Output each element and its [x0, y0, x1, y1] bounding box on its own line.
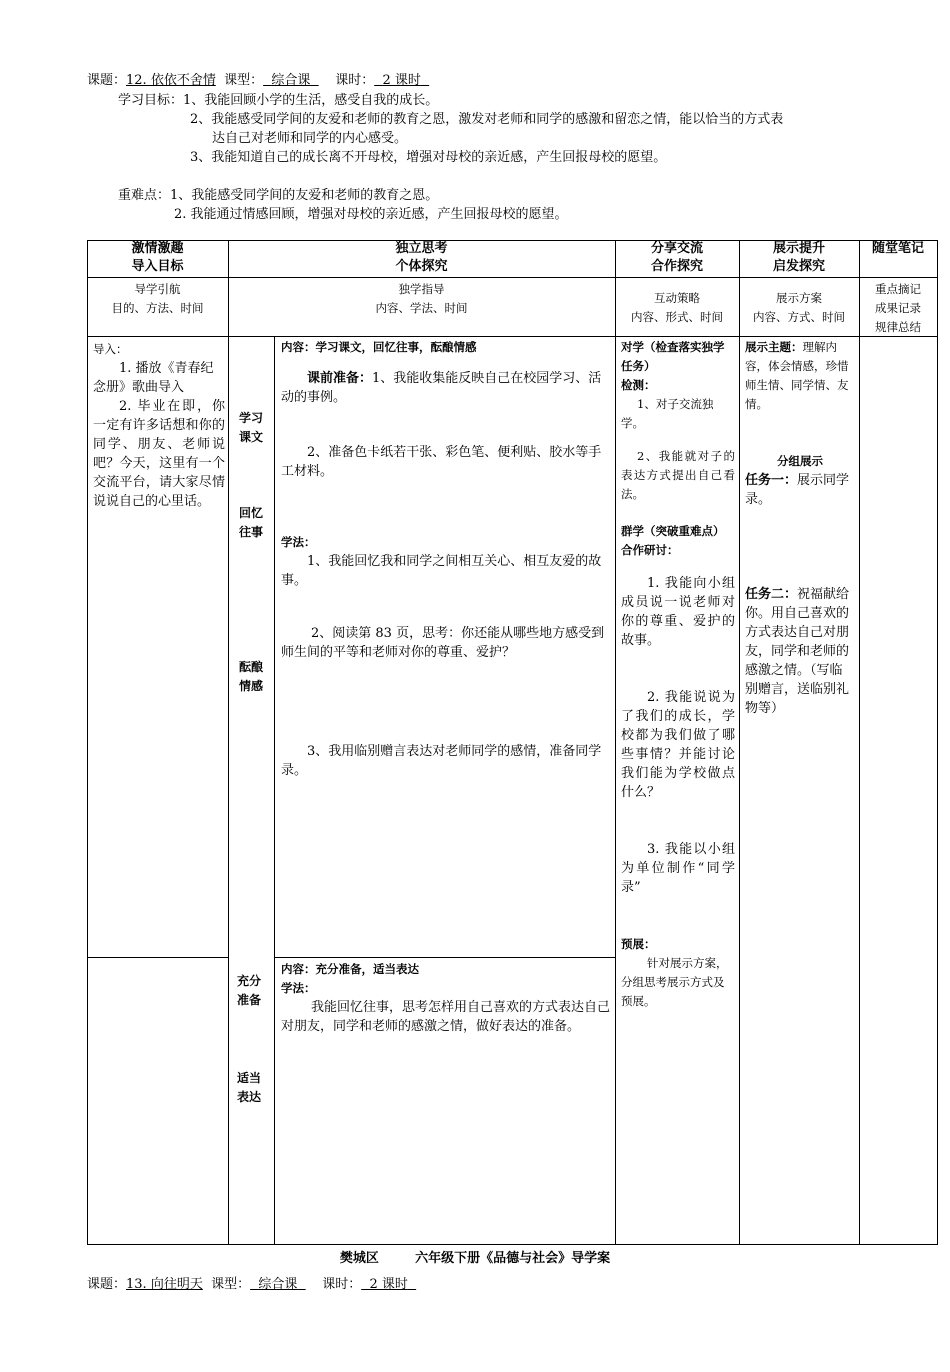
group-3: 3. 我能以小组为单位制作“同学录” — [621, 842, 735, 895]
intro-step-2: 2. 毕业在即，你一定有许多话想和你的同学、朋友、老师说吧？今天，这里有一个交流平台，请大家尽情说说自己的心里话。 — [93, 399, 225, 509]
task-2: 任务二：祝福献给你。用自己喜欢的方式表达自己对朋友，同学和老师的感激之情。（写临别赠言，送临别礼物等） — [745, 587, 850, 716]
intro-title: 导入： — [93, 342, 128, 356]
next-hours-value: 2 课时 — [369, 1277, 408, 1292]
col3-subheader: 互动策略 内容、形式、时间 — [631, 291, 723, 324]
prep-text: 课前准备：1、我能收集能反映自己在校园学习、活动的事例。 — [281, 371, 602, 405]
method2-text: 我能回忆往事，思考怎样用自己喜欢的方式表达自己对朋友，同学和老师的感激之情，做好表达的准备。 — [281, 1000, 611, 1034]
next-lesson-label: 课题： — [87, 1277, 127, 1292]
next-type-label: 课型： — [211, 1277, 251, 1292]
col4-header: 展示提升 启发探究 — [772, 241, 825, 274]
intro-block — [93, 340, 225, 511]
group-show: 分组展示 — [777, 454, 823, 468]
next-hours-label: 课时： — [322, 1277, 362, 1292]
lesson-label: 课题： — [87, 73, 127, 88]
col2-subheader: 独学指导 内容、学法、时间 — [375, 282, 468, 315]
interaction-block — [621, 338, 735, 1011]
type-value: 综合课 — [271, 73, 311, 88]
pair-title: 对学（检查落实独学任务） — [621, 340, 725, 373]
method-2: 2、阅读第 83 页，思考：你还能从哪些地方感受到师生间的平等和老师对你的尊重、爱护？ — [281, 626, 605, 660]
content-2 — [281, 960, 611, 1036]
goal-2b: 达自己对老师和同学的内心感受。 — [212, 131, 408, 146]
preview-label: 预展： — [621, 937, 656, 951]
side-label-recall: 回忆 往事 — [239, 506, 264, 539]
content-2-title: 内容：充分准备，适当表达 — [281, 962, 419, 976]
col1-subheader: 导学引航 目的、方法、时间 — [111, 282, 204, 315]
col2-header: 独立思考 个体探究 — [395, 241, 448, 274]
col4-subheader: 展示方案 内容、方式、时间 — [753, 291, 845, 324]
task-1: 任务一：展示同学录。 — [745, 473, 850, 507]
method-label: 学法： — [281, 535, 316, 549]
key-point-2: 2. 我能通过情感回顾，增强对母校的亲近感，产生回报母校的愿望。 — [174, 207, 568, 222]
show-theme: 展示主题：理解内容，体会情感，珍惜师生情、同学情、友情。 — [745, 340, 849, 411]
lesson-title: 12. 依依不舍情 — [126, 73, 216, 88]
intro-step-1: 1. 播放《青春纪念册》歌曲导入 — [93, 361, 214, 395]
key-point-1: 重难点：1、我能感受同学间的友爱和老师的教育之恩。 — [118, 188, 439, 203]
group-2: 2. 我能说说为了我们的成长，学校都为我们做了哪些事情？并能讨论我们能为学校做点什么？ — [621, 690, 735, 800]
col5-header: 随堂笔记 — [871, 241, 924, 256]
goal-3: 3、我能知道自己的成长离不开母校，增强对母校的亲近感，产生回报母校的愿望。 — [190, 150, 667, 165]
guide-table — [87, 240, 938, 1245]
next-type-value: 综合课 — [258, 1277, 298, 1292]
content-1-title: 内容：学习课文，回忆往事，酝酿情感 — [281, 340, 477, 354]
group-1: 1. 我能向小组成员说一说老师对你的尊重、爱护的故事。 — [621, 576, 735, 648]
check-2: 2、我能就对子的表达方式提出自己看法。 — [621, 449, 735, 501]
footer-title: 樊城区 六年级下册《品德与社会》导学案 — [339, 1251, 611, 1266]
prep-2: 2、准备色卡纸若干张、彩色笔、便利贴、胶水等手工材料。 — [281, 445, 602, 479]
content-1 — [281, 338, 611, 780]
presentation-block — [745, 338, 855, 718]
side-label-emotion: 酝酿 情感 — [239, 660, 264, 693]
check-1: 1、对子交流独学。 — [621, 397, 714, 430]
side-label-express: 适当 表达 — [237, 1071, 262, 1104]
col5-subheader: 重点摘记 成果记录 规律总结 — [875, 282, 921, 334]
next-lesson-title: 13. 向往明天 — [126, 1277, 203, 1292]
side-label-prepare: 充分 准备 — [237, 974, 262, 1007]
method-3: 3、我用临别赠言表达对老师同学的感情，准备同学录。 — [281, 744, 602, 778]
method-1: 1、我能回忆我和同学之间相互关心、相互友爱的故事。 — [281, 554, 602, 588]
goal-1: 学习目标：1、我能回顾小学的生活，感受自我的成长。 — [118, 93, 439, 108]
col1-header: 激情激趣 导入目标 — [131, 241, 184, 274]
method2-label: 学法： — [281, 981, 316, 995]
preview-text: 针对展示方案，分组思考展示方式及预展。 — [621, 956, 728, 1008]
group-sub: 合作研讨： — [621, 543, 679, 557]
next-lesson-header — [87, 1276, 416, 1294]
check-label: 检测： — [621, 378, 656, 392]
side-label-study: 学习 课文 — [239, 411, 264, 444]
goal-2a: 2、我能感受同学间的友爱和老师的教育之恩，激发对老师和同学的感激和留恋之情，能以恰当的方式表 — [190, 112, 784, 127]
col3-header: 分享交流 合作探究 — [650, 241, 703, 274]
hours-value: 2 课时 — [382, 73, 421, 88]
hours-label: 课时： — [335, 73, 375, 88]
type-label: 课型： — [224, 73, 264, 88]
group-title: 群学（突破重难点） — [621, 524, 725, 538]
lesson-header — [87, 72, 429, 90]
